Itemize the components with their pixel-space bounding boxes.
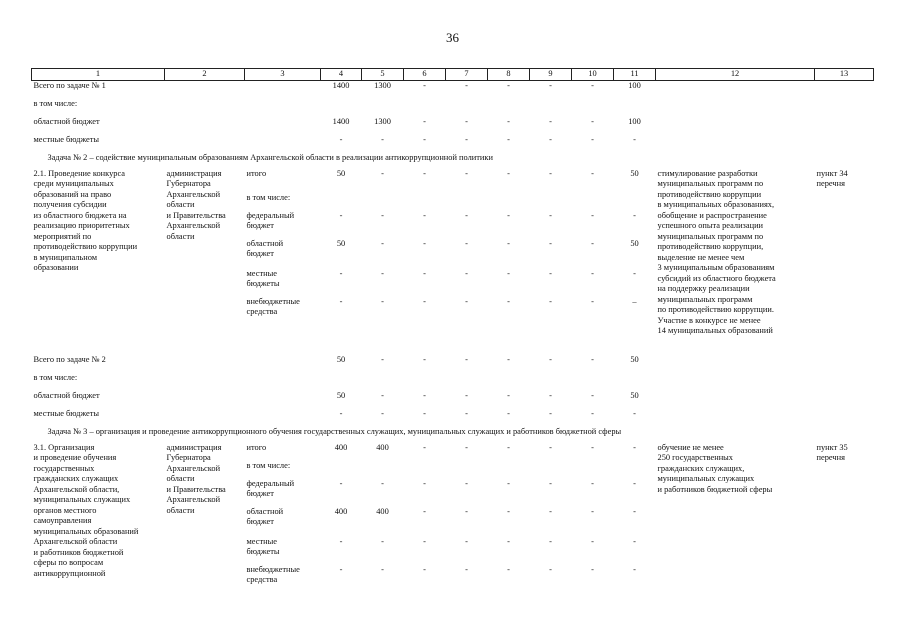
total-value: - <box>381 134 384 144</box>
funding-value <box>614 193 656 211</box>
total-value <box>362 373 404 391</box>
column-number: 13 <box>815 69 874 81</box>
total-value: - <box>549 390 552 400</box>
funding-value: - <box>591 564 594 574</box>
funding-value: - <box>591 210 594 220</box>
total-value: - <box>423 81 426 90</box>
total-value: - <box>507 116 510 126</box>
total-value <box>404 99 446 117</box>
funding-value: - <box>549 238 552 248</box>
total-value: - <box>549 116 552 126</box>
total-value: - <box>633 408 636 418</box>
total-value: - <box>507 81 510 90</box>
funding-value: - <box>465 210 468 220</box>
funding-value: - <box>591 506 594 516</box>
total-row <box>32 409 874 427</box>
total-value: - <box>339 134 343 144</box>
funding-value: - <box>381 238 384 248</box>
empty-cell <box>815 81 874 99</box>
funding-value <box>530 193 572 211</box>
funding-source: федеральный бюджет <box>246 478 295 498</box>
funding-source: итого <box>246 442 267 452</box>
total-value: - <box>591 81 594 90</box>
page-number: 36 <box>446 30 459 45</box>
funding-value: - <box>381 210 384 220</box>
column-number: 9 <box>530 69 572 81</box>
funding-value: – <box>632 296 637 306</box>
funding-value <box>572 461 614 479</box>
total-label: в том числе: <box>33 372 78 382</box>
empty-cell <box>656 135 815 153</box>
funding-value: - <box>465 442 468 452</box>
total-row <box>32 99 874 117</box>
funding-value: - <box>591 238 594 248</box>
total-value <box>488 99 530 117</box>
total-value: - <box>465 408 468 418</box>
funding-value: - <box>549 210 552 220</box>
total-label: Всего по задаче № 1 <box>33 81 106 90</box>
total-value: 50 <box>336 354 346 364</box>
total-value: - <box>549 408 552 418</box>
task-title-row <box>32 427 874 443</box>
funding-source: федеральный бюджет <box>246 210 295 230</box>
total-value: - <box>549 134 552 144</box>
source-row <box>32 169 874 193</box>
funding-value: - <box>633 442 636 452</box>
column-number: 12 <box>656 69 815 81</box>
total-value: - <box>591 116 594 126</box>
total-value: - <box>465 116 468 126</box>
column-number: 4 <box>321 69 362 81</box>
total-value: - <box>549 81 552 90</box>
funding-value: - <box>381 296 384 306</box>
column-number: 2 <box>165 69 245 81</box>
funding-value: - <box>381 536 384 546</box>
task-title: Задача № 3 – организация и проведение антикоррупционного обучения государственных служащих, муниципальных служащих и работников бюджетной сферы <box>47 426 622 436</box>
funding-source: местные бюджеты <box>246 268 280 288</box>
total-value: - <box>591 134 594 144</box>
funding-value: - <box>549 268 552 278</box>
empty-cell <box>815 355 874 373</box>
column-number: 11 <box>614 69 656 81</box>
funding-value: - <box>339 296 343 306</box>
total-value: - <box>465 134 468 144</box>
funding-value: - <box>633 268 636 278</box>
funding-value: - <box>465 296 468 306</box>
expected-result: стимулирование разработки муниципальных программ по противодействию коррупции в муниципальных образованиях, обобщение и распространение успешного опыта реализации муниципальных программ по противодействию коррупции, выделение не менее чем 3 муниципальным образованиям субсидий из областного бюджета на поддержку реализации муниципальных программ по противодействию коррупции. Участие в конкурсе не менее 14 муниципальных образований <box>657 168 776 335</box>
empty-cell <box>815 373 874 391</box>
plan-reference: пункт 34 перечня <box>816 168 848 188</box>
funding-value: - <box>507 478 510 488</box>
measure-name: 3.1. Организация и проведение обучения государственных гражданских служащих Архангельской области, муниципальных служащих органов местного самоуправления муниципальных образований Архангельской области и работников бюджетной сферы по вопросам антикоррупционной <box>33 442 139 578</box>
funding-value <box>614 461 656 479</box>
total-label: областной бюджет <box>33 116 100 126</box>
funding-value <box>321 461 362 479</box>
total-label: областной бюджет <box>33 390 100 400</box>
funding-value: - <box>507 268 510 278</box>
empty-cell <box>815 391 874 409</box>
funding-value: - <box>507 506 510 516</box>
column-number: 5 <box>362 69 404 81</box>
funding-value: - <box>633 478 636 488</box>
funding-source: местные бюджеты <box>246 536 280 556</box>
funding-value: - <box>423 168 426 178</box>
funding-value: - <box>591 268 594 278</box>
funding-value: - <box>633 506 636 516</box>
total-value: - <box>465 354 468 364</box>
total-value: - <box>507 408 510 418</box>
funding-value: - <box>465 238 468 248</box>
funding-value: - <box>423 478 426 488</box>
total-value: - <box>591 354 594 364</box>
total-value: 1300 <box>374 116 391 126</box>
funding-value: - <box>549 536 552 546</box>
funding-value: - <box>423 210 426 220</box>
total-value <box>572 99 614 117</box>
funding-value: - <box>381 268 384 278</box>
funding-value: - <box>423 268 426 278</box>
funding-value: - <box>507 168 510 178</box>
funding-value: - <box>507 296 510 306</box>
total-value <box>530 373 572 391</box>
column-number: 3 <box>245 69 321 81</box>
total-value: - <box>423 354 426 364</box>
funding-value: - <box>339 478 343 488</box>
funding-value: - <box>549 506 552 516</box>
funding-value: - <box>591 296 594 306</box>
source-row <box>32 443 874 461</box>
total-value: - <box>507 390 510 400</box>
total-value <box>446 99 488 117</box>
total-value: 1300 <box>374 81 391 90</box>
funding-value: - <box>633 536 636 546</box>
total-value: - <box>465 390 468 400</box>
total-value <box>488 373 530 391</box>
total-row <box>32 135 874 153</box>
empty-cell <box>656 391 815 409</box>
funding-value: - <box>465 268 468 278</box>
empty-cell <box>656 355 815 373</box>
funding-value: - <box>381 168 384 178</box>
total-value: 1400 <box>332 116 350 126</box>
column-number: 10 <box>572 69 614 81</box>
empty-cell <box>656 99 815 117</box>
total-value <box>321 99 362 117</box>
funding-value: 400 <box>376 506 389 516</box>
total-value: - <box>423 390 426 400</box>
funding-value: - <box>507 238 510 248</box>
funding-value <box>362 461 404 479</box>
funding-source: областной бюджет <box>246 506 284 526</box>
funding-value: - <box>423 506 426 516</box>
funding-value <box>404 461 446 479</box>
total-row <box>32 391 874 409</box>
empty-cell <box>815 135 874 153</box>
funding-value: - <box>549 478 552 488</box>
total-value: - <box>591 390 594 400</box>
funding-value: 50 <box>630 238 639 248</box>
funding-source: внебюджетные средства <box>246 564 300 584</box>
total-value: - <box>381 354 384 364</box>
total-value: - <box>339 408 343 418</box>
funding-value: - <box>507 564 510 574</box>
total-row <box>32 81 874 99</box>
total-value: 50 <box>336 390 346 400</box>
funding-value: - <box>465 478 468 488</box>
measure-name: 2.1. Проведение конкурса среди муниципальных образований на право получения субсидии из областного бюджета на реализацию приоритетных мероприятий по противодействию коррупции в муниципальном образовании <box>33 168 138 272</box>
funding-value: 50 <box>336 168 346 178</box>
funding-value: - <box>549 168 552 178</box>
funding-value: - <box>423 564 426 574</box>
total-value: - <box>465 81 468 90</box>
column-number: 1 <box>32 69 165 81</box>
total-value: - <box>423 134 426 144</box>
executor-name: администрация Губернатора Архангельской области и Правительства Архангельской области <box>166 442 226 515</box>
header-row <box>32 69 874 81</box>
total-label: местные бюджеты <box>33 408 100 418</box>
funding-value: - <box>465 564 468 574</box>
empty-cell <box>656 81 815 99</box>
funding-value: - <box>549 564 552 574</box>
funding-value: 400 <box>334 442 348 452</box>
funding-value: 50 <box>630 168 639 178</box>
column-number: 7 <box>446 69 488 81</box>
funding-value: - <box>591 442 594 452</box>
total-value <box>404 373 446 391</box>
total-value: - <box>381 390 384 400</box>
funding-value: - <box>633 564 636 574</box>
funding-value <box>446 193 488 211</box>
funding-value: - <box>339 564 343 574</box>
funding-value <box>362 193 404 211</box>
total-value: 100 <box>628 116 641 126</box>
budget-table <box>31 68 874 591</box>
funding-value <box>572 193 614 211</box>
funding-value <box>404 193 446 211</box>
total-row <box>32 117 874 135</box>
funding-value <box>488 193 530 211</box>
funding-value: - <box>339 536 343 546</box>
total-row <box>32 355 874 373</box>
funding-value: - <box>423 442 426 452</box>
total-value <box>321 373 362 391</box>
funding-value: - <box>381 564 384 574</box>
funding-value: - <box>465 168 468 178</box>
empty-cell <box>656 373 815 391</box>
funding-value: - <box>423 238 426 248</box>
funding-value: 50 <box>336 238 346 248</box>
funding-value: 400 <box>334 506 348 516</box>
total-value: - <box>549 354 552 364</box>
funding-value: - <box>591 478 594 488</box>
funding-source: внебюджетные средства <box>246 296 300 316</box>
funding-source: в том числе: <box>246 192 291 202</box>
total-row <box>32 373 874 391</box>
funding-value: - <box>549 442 552 452</box>
funding-value <box>488 461 530 479</box>
empty-cell <box>815 99 874 117</box>
funding-value: - <box>633 210 636 220</box>
total-value: - <box>423 116 426 126</box>
total-value: - <box>591 408 594 418</box>
funding-value: 400 <box>376 442 389 452</box>
total-label: Всего по задаче № 2 <box>33 354 106 364</box>
funding-source: итого <box>246 168 267 178</box>
funding-value: - <box>423 296 426 306</box>
funding-value: - <box>549 296 552 306</box>
total-value: 50 <box>630 390 639 400</box>
funding-value: - <box>465 536 468 546</box>
funding-value: - <box>591 168 594 178</box>
total-value <box>572 373 614 391</box>
funding-value: - <box>339 210 343 220</box>
empty-cell <box>815 409 874 427</box>
funding-value: - <box>465 506 468 516</box>
funding-value: - <box>507 536 510 546</box>
total-value <box>614 373 656 391</box>
total-value <box>530 99 572 117</box>
expected-result: обучение не менее 250 государственных гражданских служащих, муниципальных служащих и работников бюджетной сферы <box>657 442 773 494</box>
task-title: Задача № 2 – содействие муниципальным образованиям Архангельской области в реализации антикоррупционной политики <box>47 152 493 162</box>
plan-reference: пункт 35 перечня <box>816 442 848 462</box>
funding-value: - <box>507 442 510 452</box>
total-value: - <box>507 134 510 144</box>
funding-value: - <box>591 536 594 546</box>
column-number: 6 <box>404 69 446 81</box>
funding-value <box>446 461 488 479</box>
funding-source: областной бюджет <box>246 238 284 258</box>
task-title-row <box>32 153 874 169</box>
executor-name: администрация Губернатора Архангельской области и Правительства Архангельской области <box>166 168 226 241</box>
funding-value <box>530 461 572 479</box>
total-value <box>614 99 656 117</box>
total-value <box>362 99 404 117</box>
total-value: 1400 <box>332 81 350 90</box>
funding-value: - <box>381 478 384 488</box>
empty-cell <box>815 117 874 135</box>
total-label: местные бюджеты <box>33 134 100 144</box>
total-label: в том числе: <box>33 98 78 108</box>
funding-source: в том числе: <box>246 460 291 470</box>
empty-cell <box>656 409 815 427</box>
total-value: - <box>423 408 426 418</box>
empty-cell <box>656 117 815 135</box>
total-value: 100 <box>628 81 641 90</box>
total-value: - <box>633 134 636 144</box>
funding-value: - <box>339 268 343 278</box>
total-value <box>446 373 488 391</box>
funding-value: - <box>423 536 426 546</box>
funding-value <box>321 193 362 211</box>
total-value: - <box>381 408 384 418</box>
total-value: - <box>507 354 510 364</box>
funding-value: - <box>507 210 510 220</box>
total-value: 50 <box>630 354 639 364</box>
column-number: 8 <box>488 69 530 81</box>
